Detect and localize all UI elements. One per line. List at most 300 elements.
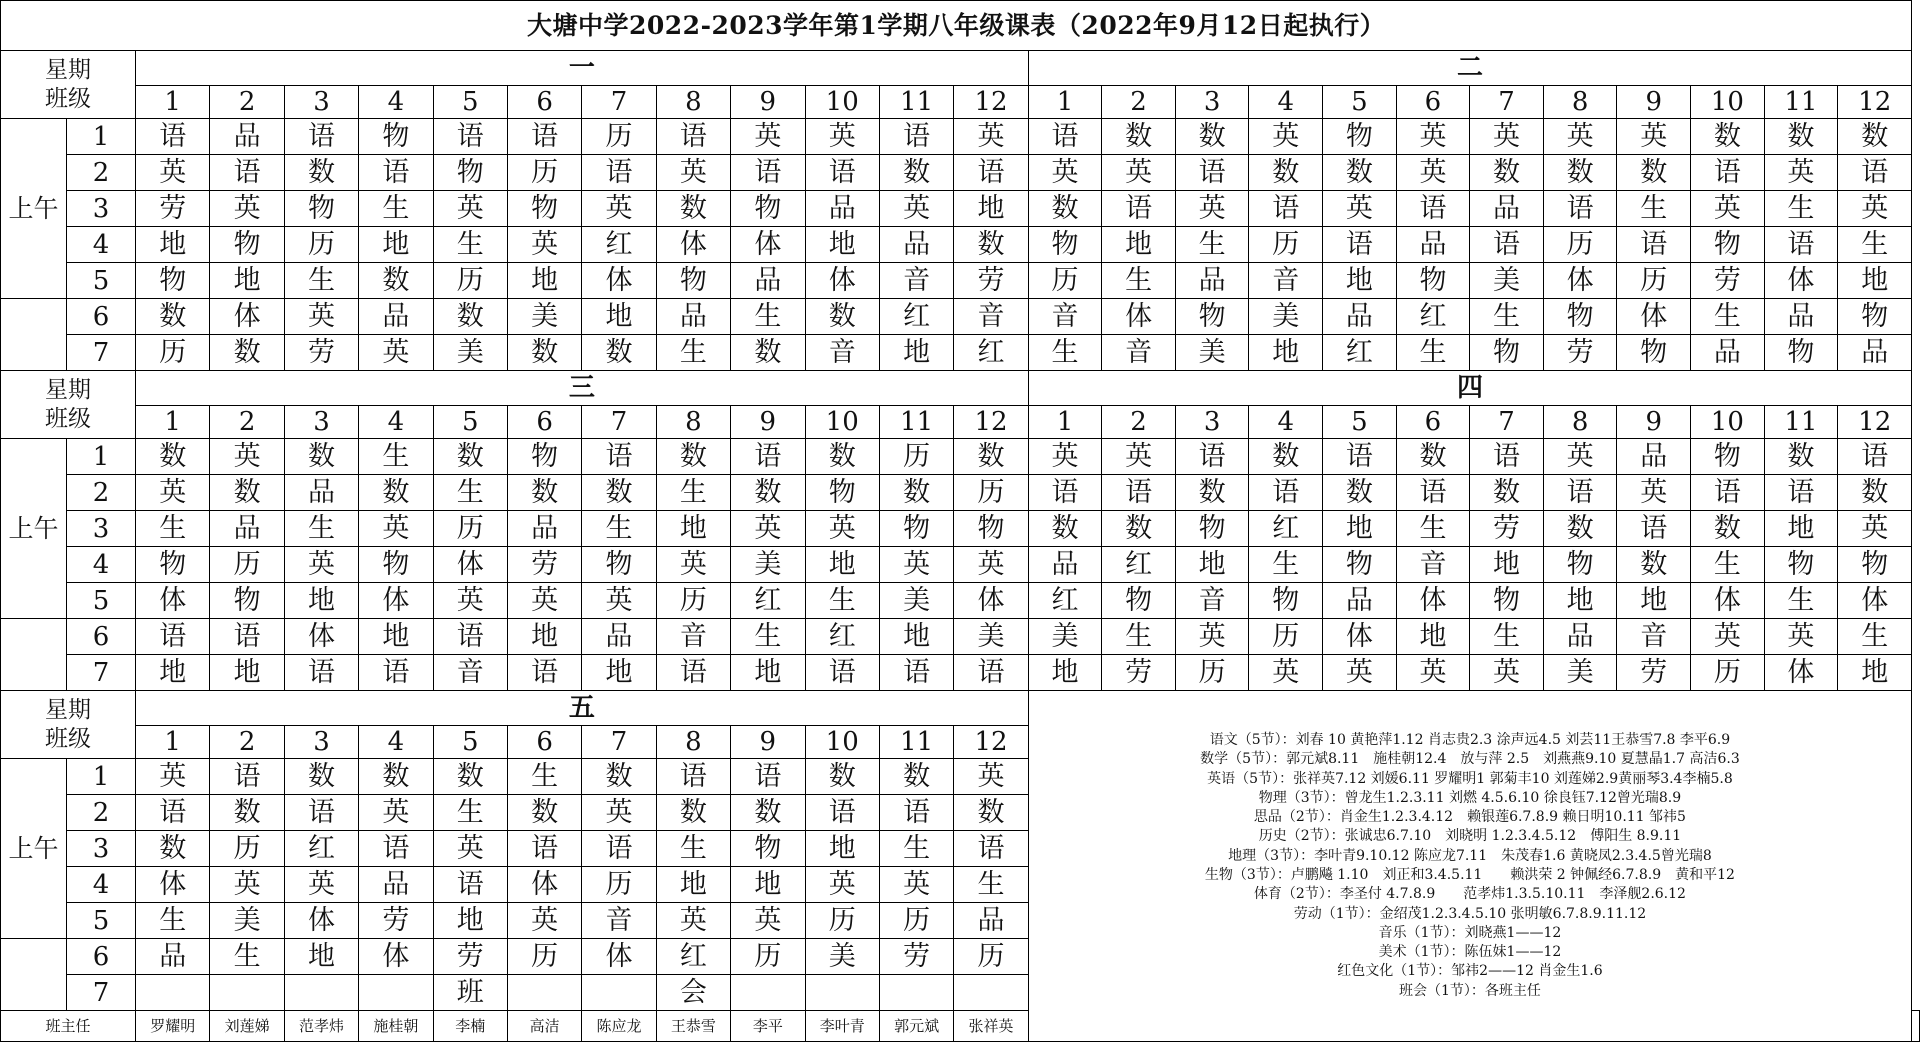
subject-cell: 数 (1175, 119, 1249, 155)
subject-cell: 语 (1102, 475, 1176, 511)
homeroom-teacher-name: 郭元斌 (879, 1011, 953, 1042)
subject-cell: 历 (1543, 227, 1617, 263)
class-number: 11 (1764, 406, 1838, 439)
subject-cell: 物 (359, 119, 433, 155)
subject-cell: 语 (1617, 227, 1691, 263)
subject-cell: 英 (1028, 439, 1102, 475)
subject-cell: 物 (1838, 299, 1912, 335)
subject-cell: 品 (359, 867, 433, 903)
subject-cell: 地 (284, 939, 358, 975)
homeroom-teacher-name: 李叶青 (805, 1011, 879, 1042)
subject-cell: 语 (879, 655, 953, 691)
subject-cell: 生 (210, 939, 284, 975)
class-number: 2 (1102, 406, 1176, 439)
subject-cell: 物 (210, 227, 284, 263)
subject-cell: 物 (1764, 335, 1838, 371)
empty-cell (879, 975, 953, 1011)
subject-cell: 语 (954, 155, 1028, 191)
class-number: 6 (507, 86, 581, 119)
class-number: 2 (1102, 86, 1176, 119)
class-meeting-label: 会 (656, 975, 730, 1011)
subject-cell: 英 (1028, 155, 1102, 191)
teacher-note-line: 历史（2节）：张诚忠6.7.10 刘晓明 1.2.3.4.5.12 傅阳生 8.9.11 (1258, 828, 1682, 845)
period-number: 3 (67, 511, 136, 547)
subject-cell: 英 (1396, 155, 1470, 191)
class-number: 1 (136, 726, 210, 759)
subject-cell: 语 (1028, 475, 1102, 511)
subject-cell: 体 (284, 619, 358, 655)
subject-cell: 语 (805, 155, 879, 191)
class-number: 6 (507, 726, 581, 759)
subject-cell: 数 (1838, 475, 1912, 511)
subject-cell: 数 (1249, 155, 1323, 191)
class-number: 4 (359, 86, 433, 119)
homeroom-teacher-name: 范孝炜 (284, 1011, 358, 1042)
class-number: 5 (433, 86, 507, 119)
subject-cell: 地 (1323, 511, 1397, 547)
subject-cell: 物 (210, 583, 284, 619)
subject-cell: 音 (1028, 299, 1102, 335)
subject-cell: 生 (1691, 299, 1765, 335)
subject-cell: 红 (1249, 511, 1323, 547)
homeroom-teacher-name: 刘莲娣 (210, 1011, 284, 1042)
subject-cell: 物 (656, 263, 730, 299)
subject-cell: 生 (656, 335, 730, 371)
weekday-class-corner (1, 371, 136, 439)
homeroom-teacher-name: 施桂朝 (359, 1011, 433, 1042)
subject-cell: 英 (1543, 439, 1617, 475)
subject-cell: 音 (1249, 263, 1323, 299)
homeroom-teacher-name: 罗耀明 (136, 1011, 210, 1042)
class-number: 10 (805, 726, 879, 759)
day-label: 五 (136, 691, 1029, 726)
period-number: 6 (67, 299, 136, 335)
subject-cell: 数 (1617, 547, 1691, 583)
subject-cell: 体 (1323, 619, 1397, 655)
subject-cell: 地 (210, 655, 284, 691)
subject-cell: 红 (1323, 335, 1397, 371)
subject-cell: 英 (1764, 155, 1838, 191)
subject-cell: 数 (433, 299, 507, 335)
homeroom-teacher-name: 李平 (731, 1011, 805, 1042)
subject-cell: 物 (284, 191, 358, 227)
teacher-note-line: 生物（3节）：卢鹏飚 1.10 刘正和3.4.5.11 赖洪荣 2 钟佩经6.7.8.9 黄和平12 (1204, 867, 1735, 883)
period-number: 2 (67, 475, 136, 511)
subject-cell: 英 (1543, 119, 1617, 155)
subject-cell: 语 (1838, 155, 1912, 191)
subject-cell: 体 (1838, 583, 1912, 619)
subject-cell: 美 (433, 335, 507, 371)
class-number: 12 (954, 726, 1028, 759)
subject-cell: 物 (507, 439, 581, 475)
subject-cell: 数 (805, 439, 879, 475)
subject-cell: 体 (433, 547, 507, 583)
teacher-note-line: 数学（5节）：郭元斌8.11 施桂朝12.4 放与萍 2.5 刘燕燕9.10 夏慧晶1.7 高洁6.3 (1200, 751, 1740, 768)
subject-cell: 英 (284, 867, 358, 903)
subject-cell: 数 (805, 299, 879, 335)
subject-cell: 地 (1323, 263, 1397, 299)
subject-cell: 美 (731, 547, 805, 583)
subject-cell: 音 (656, 619, 730, 655)
class-number: 7 (582, 726, 656, 759)
subject-cell: 语 (1470, 227, 1544, 263)
subject-cell: 英 (210, 191, 284, 227)
homeroom-teacher-name: 王恭雪 (656, 1011, 730, 1042)
subject-cell: 语 (210, 155, 284, 191)
subject-cell: 体 (136, 867, 210, 903)
subject-cell: 语 (507, 831, 581, 867)
period-row (1, 547, 1920, 583)
weekday-class-corner (1, 51, 136, 119)
subject-cell: 音 (1396, 547, 1470, 583)
subject-cell: 语 (136, 619, 210, 655)
subject-cell: 英 (136, 155, 210, 191)
empty-cell (507, 975, 581, 1011)
subject-cell: 音 (954, 299, 1028, 335)
day-label: 一 (136, 51, 1029, 86)
afternoon-blank (1, 619, 67, 691)
period-row (1, 655, 1920, 691)
subject-cell: 数 (1764, 439, 1838, 475)
subject-cell: 英 (1102, 439, 1176, 475)
subject-cell: 体 (582, 263, 656, 299)
subject-cell: 地 (1838, 655, 1912, 691)
period-row (1, 619, 1920, 655)
subject-cell: 历 (805, 903, 879, 939)
subject-cell: 地 (1764, 511, 1838, 547)
subject-cell: 红 (1028, 583, 1102, 619)
subject-cell: 物 (731, 191, 805, 227)
period-number: 2 (67, 155, 136, 191)
class-number-row (1, 86, 1920, 119)
morning-label: 上午 (1, 119, 67, 299)
subject-cell: 历 (433, 263, 507, 299)
subject-cell: 物 (1691, 227, 1765, 263)
class-number: 3 (284, 726, 358, 759)
subject-cell: 地 (1175, 547, 1249, 583)
subject-cell: 英 (1691, 619, 1765, 655)
subject-cell: 英 (1838, 511, 1912, 547)
class-number: 2 (210, 726, 284, 759)
subject-cell: 生 (1691, 547, 1765, 583)
subject-cell: 物 (1691, 439, 1765, 475)
subject-cell: 英 (879, 191, 953, 227)
subject-cell: 地 (1102, 227, 1176, 263)
subject-cell: 数 (1764, 119, 1838, 155)
subject-cell: 体 (582, 939, 656, 975)
subject-cell: 生 (433, 475, 507, 511)
subject-cell: 数 (656, 795, 730, 831)
subject-cell: 物 (805, 475, 879, 511)
class-number: 10 (805, 86, 879, 119)
subject-cell: 数 (1028, 511, 1102, 547)
subject-cell: 数 (954, 227, 1028, 263)
subject-cell: 地 (1617, 583, 1691, 619)
subject-cell: 语 (1249, 191, 1323, 227)
period-row (1, 263, 1920, 299)
subject-cell: 体 (1691, 583, 1765, 619)
subject-cell: 物 (136, 263, 210, 299)
subject-cell: 数 (1249, 439, 1323, 475)
subject-cell: 物 (1617, 335, 1691, 371)
subject-cell: 语 (1102, 191, 1176, 227)
subject-cell: 语 (1617, 511, 1691, 547)
subject-cell: 物 (1102, 583, 1176, 619)
subject-cell: 体 (656, 227, 730, 263)
subject-cell: 历 (1175, 655, 1249, 691)
class-number: 9 (731, 726, 805, 759)
subject-cell: 历 (1028, 263, 1102, 299)
weekday-header-row (1, 371, 1920, 406)
subject-cell: 历 (136, 335, 210, 371)
homeroom-teacher-name: 李楠 (433, 1011, 507, 1042)
subject-cell: 数 (136, 299, 210, 335)
subject-cell: 语 (954, 655, 1028, 691)
teacher-note-line: 地理（3节）：李叶青9.10.12 陈应龙7.11 朱茂春1.6 黄晓凤2.3.4.5曾光瑞8 (1228, 847, 1712, 864)
subject-cell: 物 (1543, 299, 1617, 335)
subject-cell: 数 (136, 439, 210, 475)
subject-cell: 音 (1617, 619, 1691, 655)
class-number: 9 (1617, 86, 1691, 119)
subject-cell: 生 (433, 227, 507, 263)
period-number: 4 (67, 867, 136, 903)
subject-cell: 英 (1323, 191, 1397, 227)
subject-cell: 物 (1323, 119, 1397, 155)
subject-cell: 数 (1838, 119, 1912, 155)
subject-cell: 数 (1470, 475, 1544, 511)
subject-cell: 语 (1396, 475, 1470, 511)
subject-cell: 英 (1175, 191, 1249, 227)
morning-label: 上午 (1, 439, 67, 619)
class-number: 7 (582, 406, 656, 439)
subject-cell: 红 (731, 583, 805, 619)
period-row (1, 119, 1920, 155)
subject-cell: 品 (1838, 335, 1912, 371)
subject-cell: 体 (1617, 299, 1691, 335)
subject-cell: 体 (805, 263, 879, 299)
subject-cell: 语 (433, 619, 507, 655)
class-number: 2 (210, 86, 284, 119)
subject-cell: 语 (433, 119, 507, 155)
subject-cell: 英 (731, 511, 805, 547)
subject-cell: 历 (507, 155, 581, 191)
subject-cell: 体 (359, 583, 433, 619)
subject-cell: 劳 (1470, 511, 1544, 547)
subject-cell: 英 (433, 191, 507, 227)
subject-cell: 生 (731, 619, 805, 655)
subject-cell: 英 (1470, 119, 1544, 155)
subject-cell: 语 (731, 439, 805, 475)
subject-cell: 体 (210, 299, 284, 335)
period-row (1, 583, 1920, 619)
subject-cell: 生 (284, 263, 358, 299)
subject-cell: 数 (1028, 191, 1102, 227)
subject-cell: 数 (1543, 155, 1617, 191)
subject-cell: 数 (210, 475, 284, 511)
subject-cell: 数 (136, 831, 210, 867)
subject-cell: 语 (1470, 439, 1544, 475)
subject-cell: 生 (1617, 191, 1691, 227)
subject-cell: 英 (359, 335, 433, 371)
subject-cell: 数 (284, 439, 358, 475)
subject-cell: 品 (954, 903, 1028, 939)
subject-cell: 生 (1249, 547, 1323, 583)
subject-cell: 历 (1617, 263, 1691, 299)
subject-cell: 数 (284, 155, 358, 191)
period-number: 6 (67, 939, 136, 975)
class-number: 8 (656, 406, 730, 439)
class-number: 11 (1764, 86, 1838, 119)
class-number: 8 (656, 726, 730, 759)
subject-cell: 数 (954, 795, 1028, 831)
class-number: 2 (210, 406, 284, 439)
subject-cell: 生 (954, 867, 1028, 903)
subject-cell: 英 (1396, 119, 1470, 155)
subject-cell: 数 (1175, 475, 1249, 511)
subject-cell: 品 (1617, 439, 1691, 475)
subject-cell: 语 (1764, 227, 1838, 263)
subject-cell: 品 (1175, 263, 1249, 299)
weekday-header-label: 星期 (45, 376, 91, 403)
subject-cell: 英 (1102, 155, 1176, 191)
subject-cell: 美 (1543, 655, 1617, 691)
subject-cell: 品 (284, 475, 358, 511)
subject-cell: 英 (284, 299, 358, 335)
subject-cell: 数 (1691, 119, 1765, 155)
subject-cell: 数 (731, 335, 805, 371)
weekday-header-row (1, 691, 1920, 726)
subject-cell: 地 (731, 867, 805, 903)
subject-cell: 英 (359, 511, 433, 547)
teacher-note-line: 物理（3节）：曾龙生1.2.3.11 刘燃 4.5.6.10 徐良钰7.12曾光瑞8.9 (1258, 789, 1682, 806)
subject-cell: 劳 (284, 335, 358, 371)
subject-cell: 数 (1543, 511, 1617, 547)
weekday-header-label: 星期 (45, 696, 91, 723)
subject-cell: 生 (1838, 227, 1912, 263)
subject-cell: 劳 (1617, 655, 1691, 691)
subject-cell: 品 (805, 191, 879, 227)
subject-cell: 地 (879, 335, 953, 371)
subject-cell: 物 (1470, 583, 1544, 619)
class-number: 4 (359, 406, 433, 439)
subject-cell: 英 (954, 759, 1028, 795)
subject-cell: 生 (1175, 227, 1249, 263)
subject-cell: 品 (1764, 299, 1838, 335)
subject-cell: 生 (1764, 583, 1838, 619)
subject-cell: 英 (1470, 655, 1544, 691)
subject-cell: 美 (507, 299, 581, 335)
subject-cell: 数 (210, 795, 284, 831)
subject-cell: 生 (656, 475, 730, 511)
subject-cell: 生 (1102, 619, 1176, 655)
subject-cell: 历 (954, 939, 1028, 975)
subject-cell: 生 (1102, 263, 1176, 299)
subject-cell: 数 (879, 759, 953, 795)
subject-cell: 品 (136, 939, 210, 975)
class-number: 11 (879, 406, 953, 439)
subject-cell: 地 (507, 263, 581, 299)
period-number: 6 (67, 619, 136, 655)
subject-cell: 红 (582, 227, 656, 263)
class-number: 10 (1691, 406, 1765, 439)
subject-cell: 数 (1691, 511, 1765, 547)
subject-cell: 品 (1323, 583, 1397, 619)
subject-cell: 体 (1396, 583, 1470, 619)
subject-cell: 红 (656, 939, 730, 975)
subject-cell: 语 (656, 119, 730, 155)
subject-cell: 生 (656, 831, 730, 867)
subject-cell: 英 (433, 583, 507, 619)
class-number: 3 (284, 406, 358, 439)
class-number: 8 (1543, 406, 1617, 439)
subject-cell: 数 (731, 475, 805, 511)
subject-cell: 数 (433, 439, 507, 475)
subject-cell: 语 (359, 655, 433, 691)
subject-cell: 地 (731, 655, 805, 691)
subject-cell: 数 (507, 795, 581, 831)
subject-cell: 地 (136, 227, 210, 263)
subject-cell: 英 (507, 903, 581, 939)
day-label: 四 (1028, 371, 1912, 406)
subject-cell: 语 (1028, 119, 1102, 155)
subject-cell: 语 (284, 119, 358, 155)
subject-cell: 语 (954, 831, 1028, 867)
period-number: 5 (67, 263, 136, 299)
subject-cell: 语 (731, 155, 805, 191)
subject-cell: 红 (284, 831, 358, 867)
subject-cell: 生 (879, 831, 953, 867)
subject-cell: 物 (433, 155, 507, 191)
subject-cell: 语 (1838, 439, 1912, 475)
class-number: 5 (433, 406, 507, 439)
subject-cell: 语 (1323, 227, 1397, 263)
class-number: 8 (1543, 86, 1617, 119)
class-number: 1 (1028, 406, 1102, 439)
empty-cell (805, 975, 879, 1011)
subject-cell: 音 (582, 903, 656, 939)
subject-cell: 品 (582, 619, 656, 655)
afternoon-blank (1, 939, 67, 1011)
subject-cell: 品 (656, 299, 730, 335)
subject-cell: 历 (210, 831, 284, 867)
subject-cell: 物 (1175, 299, 1249, 335)
teacher-note-line: 体育（2节）：李圣付 4.7.8.9 范孝炜1.3.5.10.11 李泽舰2.6.12 (1253, 886, 1686, 903)
subject-cell: 生 (731, 299, 805, 335)
teacher-note-line: 美术（1节）：陈伍妹1——12 (1378, 944, 1562, 961)
period-number: 3 (67, 191, 136, 227)
subject-cell: 地 (359, 227, 433, 263)
subject-cell: 英 (359, 795, 433, 831)
period-row (1, 191, 1920, 227)
class-number: 12 (954, 406, 1028, 439)
subject-cell: 英 (136, 475, 210, 511)
class-number: 3 (1175, 406, 1249, 439)
class-number: 11 (879, 726, 953, 759)
period-row (1, 227, 1920, 263)
subject-cell: 语 (1764, 475, 1838, 511)
subject-cell: 劳 (954, 263, 1028, 299)
subject-cell: 物 (507, 191, 581, 227)
subject-cell: 美 (879, 583, 953, 619)
subject-cell: 语 (433, 867, 507, 903)
subject-cell: 语 (656, 655, 730, 691)
subject-cell: 音 (879, 263, 953, 299)
subject-cell: 英 (1617, 475, 1691, 511)
subject-cell: 红 (879, 299, 953, 335)
subject-cell: 语 (582, 831, 656, 867)
weekday-class-corner (1, 691, 136, 759)
subject-cell: 物 (1175, 511, 1249, 547)
